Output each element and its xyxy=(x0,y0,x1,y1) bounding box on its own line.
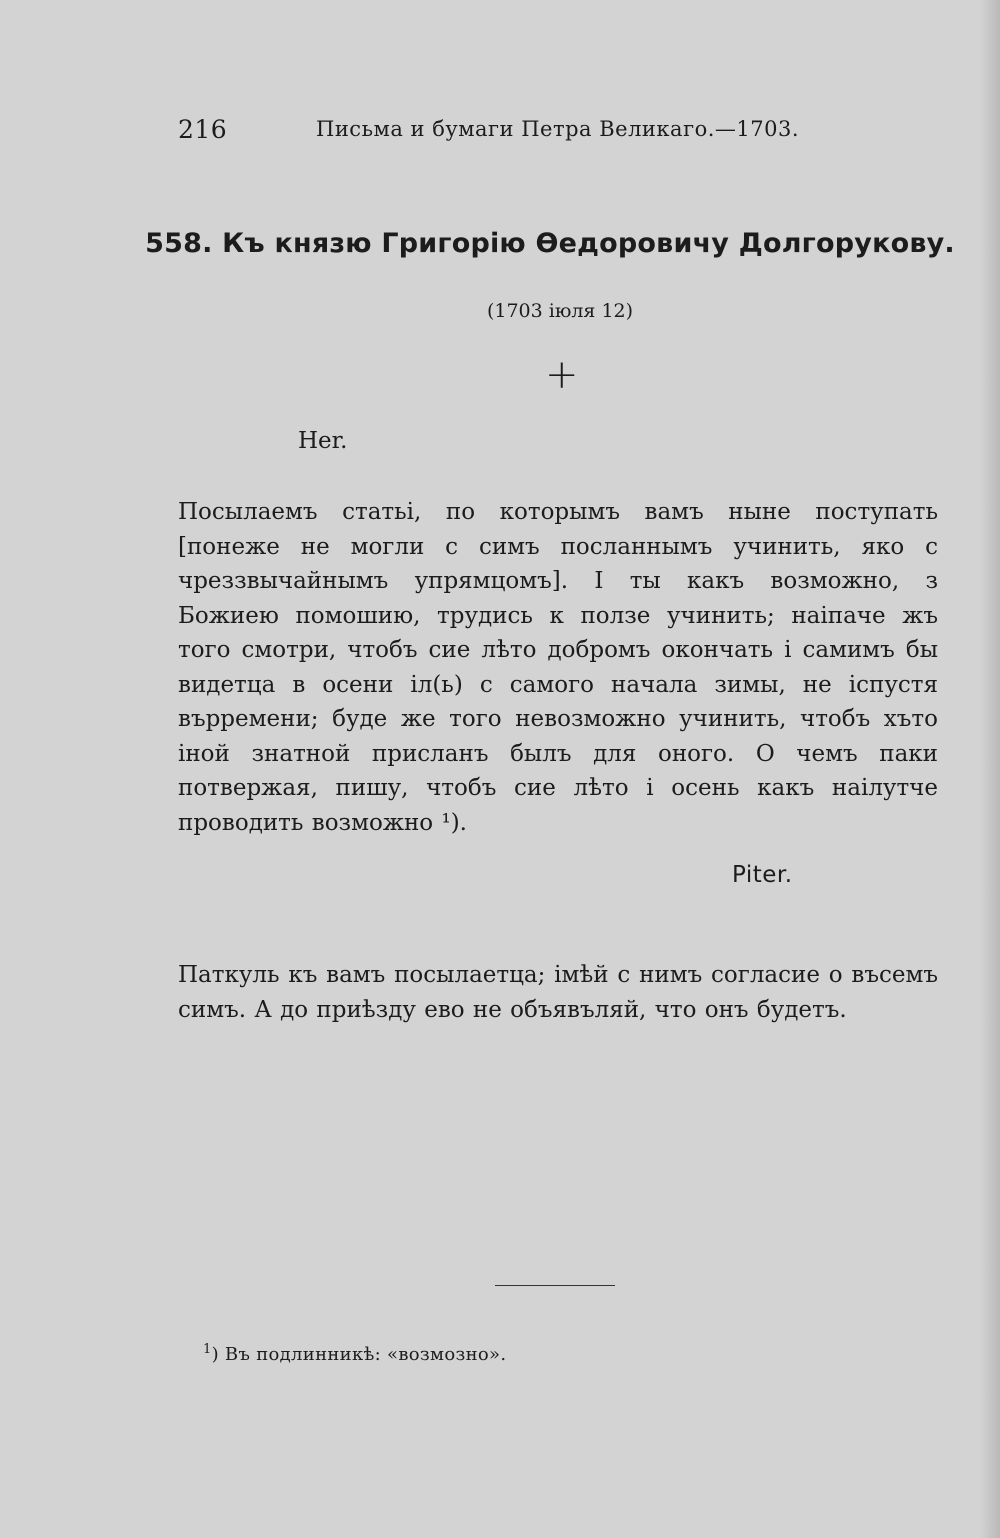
footnote xyxy=(203,1342,506,1365)
signature: Piter. xyxy=(732,862,793,888)
page-header xyxy=(178,115,808,155)
footnote-text: ) Въ подлинникѣ: «возмозно». xyxy=(211,1344,507,1365)
postscript: Паткуль къ вамъ посылаетца; імѣй с нимъ согласие о въсемъ симъ. А до приѣзду ево не объявъляй, что онъ будетъ. xyxy=(178,962,938,1023)
footnote-divider xyxy=(495,1285,615,1286)
page-number: 216 xyxy=(178,115,228,144)
salutation: Her. xyxy=(298,428,348,454)
footnote-marker: 1 xyxy=(203,1342,212,1357)
letter-date: (1703 іюля 12) xyxy=(486,300,634,322)
page-edge-shadow xyxy=(980,0,1000,1538)
letter-title: 558. Къ князю Григорію Ѳедоровичу Долгорукову. xyxy=(145,228,955,259)
letter-body: Посылаемъ статьі, по которымъ вамъ ныне поступать [понеже не могли с симъ посланнымъ учинить, яко с чреззвычайнымъ упрямцомъ]. І ты какъ возможно, з Божиею помошию, трудись к ползе учинить; наіпаче жъ того смотри, чтобъ сие лѣто добромъ окончать і самимъ бы видетца в осени іл(ь) с самого начала зимы, не іспустя върремени; буде же того невозможно учинить, чтобъ хъто іной знатной присланъ былъ для оного. О чемъ паки потвержая, пишу, чтобъ сие лѣто і осень какъ наілутче проводить возможно ¹). xyxy=(178,499,938,836)
cross-symbol: + xyxy=(545,352,579,398)
running-title: Письма и бумаги Петра Великаго.—1703. xyxy=(316,117,800,141)
